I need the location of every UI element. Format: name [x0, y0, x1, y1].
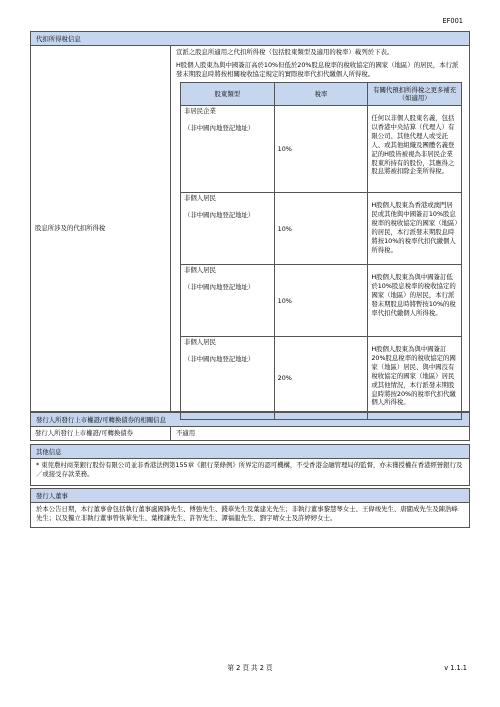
shareholder-type-cell [181, 337, 275, 420]
version-label: v 1.1.1 [444, 664, 467, 672]
shareholder-type-cell [181, 193, 275, 265]
tax-rate-cell: 20% [274, 337, 368, 420]
form-code: EF001 [442, 17, 463, 25]
section-header-directors: 發行人董事 [30, 488, 470, 503]
shareholder-location: （非中國內地登記地址） [184, 355, 255, 364]
table-row [181, 337, 462, 420]
rights-row [30, 427, 470, 441]
tax-rate-table [180, 82, 462, 420]
section-header-withholding: 代扣所得稅信息 [30, 31, 470, 46]
shareholder-type: 非個人居民 [184, 194, 216, 203]
withholding-intro: 宣派之股息所適用之代扣所得稅（包括股東類型及適用的稅率）載列於下表。 [176, 48, 394, 56]
table-row [181, 106, 462, 193]
tax-info-cell: 任何以非個人股東名義，包括以香港中央結算（代理人）有限公司、其他代理人或受託人、或其他組織及團體名義登記的H股皆被視為非居民企業股東所持有的股份，其應得之股息將被扣除企業所得稅。 [368, 106, 462, 193]
withholding-label-text: 股息所涉及的代扣所得稅 [35, 224, 106, 233]
col-header-type: 股東類型 [181, 83, 275, 106]
tax-info-cell: H股個人股東為香港或澳門居民或其他與中國簽訂10%股息稅率的稅收協定的國家（地區）的居民，本行派發末期股息時將按10%的稅率代扣代繳個人所得稅。 [368, 193, 462, 265]
table-row [181, 193, 462, 265]
shareholder-location: （非中國內地登記地址） [184, 283, 255, 292]
withholding-note: H股個人股東為與中國簽訂高於10%但低於20%股息稅率的稅收協定的國家（地區）的居民，本行派發末期股息時將按相關稅收協定規定的實際稅率代扣代繳個人所得稅。 [176, 60, 459, 78]
col-header-rate: 稅率 [274, 83, 368, 106]
rights-value: 不適用 [176, 429, 196, 437]
shareholder-type: 非個人居民 [184, 266, 216, 275]
withholding-value [171, 46, 469, 411]
form-frame [30, 31, 470, 528]
other-info-text: * 東莞農村商業銀行股份有限公司並非香港法例第155章《銀行業條例》所界定的認可機構，不受香港金融管理局的監督，亦未獲授權在香港經營銀行及／或接受存款業務。 [30, 459, 470, 486]
shareholder-location: （非中國內地登記地址） [184, 124, 255, 133]
directors-text: 於本公告日期，本行董事會包括執行董事盧國鋒先生、傅強先生、錢華先生及葉建光先生；非執行董事黎慧琴女士、王偉竣先生、唐閬成先生及陳浩峰先生；以及獨立非執行董事曾恢華先生、葉樑謙先生、許智先生、譚福龍先生、劉宇晴女士及許婷婷女士。 [30, 503, 470, 528]
tax-info-cell: H股個人股東為與中國簽訂低於10%股息稅率的稅收協定的國家（地區）的居民，本行派發末期股息時將暫按10%的稅率代扣代繳個人所得稅。 [368, 265, 462, 337]
section-header-rights: 發行人所發行上市權證/可轉換債券的相關信息 [30, 412, 470, 427]
page-number: 第 2 頁 共 2 頁 [227, 664, 273, 672]
shareholder-type: 非個人居民 [184, 338, 216, 347]
shareholder-type: 非居民企業 [184, 107, 216, 116]
tax-rate-cell: 10% [274, 193, 368, 265]
rights-label: 發行人所發行上市權證/可轉換債券 [31, 427, 171, 440]
withholding-label [31, 46, 171, 411]
tax-table-header-row [181, 83, 462, 106]
table-row [181, 265, 462, 337]
withholding-row [30, 46, 470, 412]
shareholder-type-cell [181, 106, 275, 193]
section-header-other: 其他信息 [30, 444, 470, 459]
tax-rate-cell: 10% [274, 106, 368, 193]
tax-info-cell: H股個人股東為與中國簽訂20%股息稅率的稅收協定的國家（地區）居民、與中國沒有稅收協定的國家（地區）居民或其他情況，本行派發末期股息時將按20%的稅率代扣代繳個人所得稅。 [368, 337, 462, 420]
col-header-info: 有關代預扣所得稅之更多補充（如適用） [368, 83, 462, 106]
shareholder-location: （非中國內地登記地址） [184, 211, 255, 220]
shareholder-type-cell [181, 265, 275, 337]
tax-rate-cell: 10% [274, 265, 368, 337]
